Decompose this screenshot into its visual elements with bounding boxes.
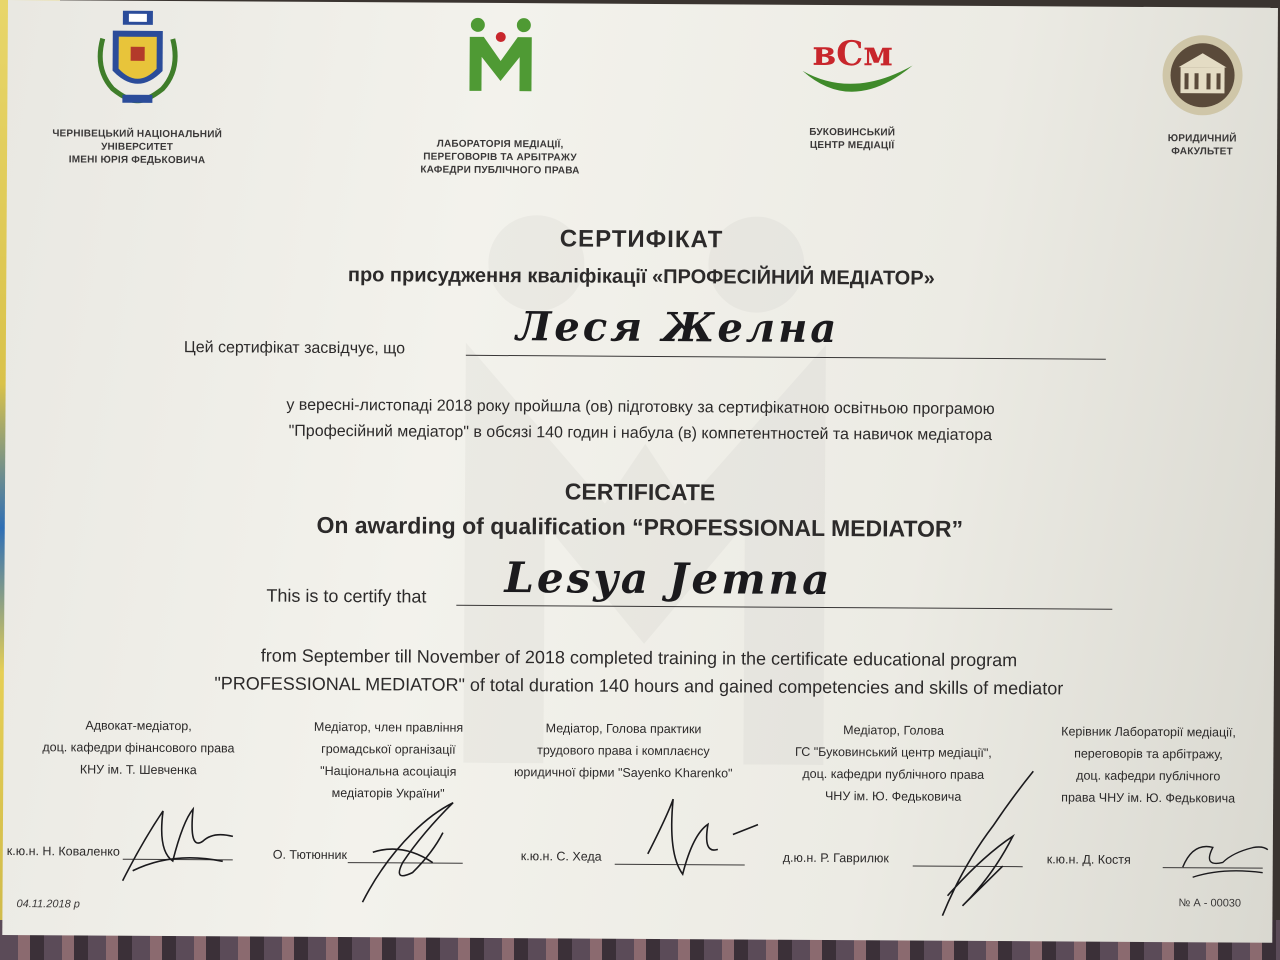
recipient-name-ua: Леся Желна [515,303,840,353]
certificate-sheet [2,0,1278,943]
law-faculty-seal-icon [1160,33,1245,118]
signatory-2-line-3: "Національна асоціація [320,763,457,779]
signatory-5-line-2: переговорів та арбітражу, [1074,746,1223,762]
body-line1-ua: у вересні-листопаді 2018 року пройшла (ов) підготовку за сертифікатною освітньою програмою [286,396,995,419]
body-line2-en: "PROFESSIONAL MEDIATOR" of total duration 140 hours and gained competencies and skills of mediator [214,673,1064,699]
recipient-name-en: Lesya Jemna [504,553,833,605]
signature-2-icon [342,792,473,913]
signatory-name-2: О. Тютюнник [272,847,348,863]
bcm-logo-text: вСм [812,33,893,75]
logo-university [27,8,248,167]
logo-caption-mediation-lab: ЛАБОРАТОРІЯ МЕДІАЦІЇ, ПЕРЕГОВОРІВ ТА АРБІТРАЖУ КАФЕДРИ ПУБЛІЧНОГО ПРАВА [420,138,580,177]
signatory-title-3 [493,717,753,785]
logo-caption-law-faculty: ЮРИДИЧНИЙ ФАКУЛЬТЕТ [1167,133,1237,158]
signatory-3-line-1: Медіатор, Голова практики [545,721,702,737]
recipient-line-ua [466,355,1106,360]
signatory-1-line-2: доц. кафедри фінансового права [42,740,235,756]
signatory-3-line-3: юридичної фірми "Sayenko Kharenko" [514,765,733,781]
certificate-title-ua: СЕРТИФІКАТ [559,225,724,254]
body-line1-en: from September till November of 2018 completed training in the certificate educational program [260,645,1018,671]
signatory-4-line-3: доц. кафедри публічного права [802,766,985,782]
bcm-logo-icon [782,25,922,106]
certificate-title-en: CERTIFICATE [564,478,716,506]
logo-caption-university: ЧЕРНІВЕЦЬКИЙ НАЦІОНАЛЬНИЙ УНІВЕРСИТЕТ ІМЕНІ ЮРІЯ ФЕДЬКОВИЧА [52,128,223,167]
signatory-4-line-2: ГС "Буковинський центр медіації", [795,744,992,761]
signatory-name-4: д.ю.н. Р. Гаврилюк [782,850,889,866]
signature-1-icon [113,801,244,892]
signatory-name-5: к.ю.н. Д. Костя [1046,852,1131,867]
recipient-line-en [456,605,1112,610]
signatory-2-line-2: громадської організації [321,741,456,757]
logo-mediation-lab [385,14,616,177]
signatory-1-line-3: КНУ ім. Т. Шевченка [79,762,197,778]
signatory-title-5 [1033,720,1264,809]
logo-caption-bcm: БУКОВИНСЬКИЙ ЦЕНТР МЕДІАЦІЇ [809,126,896,152]
logo-law-faculty [1137,33,1268,159]
mediation-lab-logo-icon [465,15,535,93]
body-line2-ua: "Професійний медіатор" в обсязі 140 годин і набула (в) компетентностей та навичок медіатора [288,422,993,445]
signatory-name-3: к.ю.н. С. Хеда [520,849,602,864]
signatory-4-line-4: ЧНУ ім. Ю. Федьковича [824,789,962,804]
logo-bcm [767,25,938,153]
signatory-1-line-1: Адвокат-медіатор, [85,718,192,734]
signature-5-icon [1173,827,1273,888]
certificate-subtitle-en: On awarding of qualification “PROFESSIONAL MEDIATOR” [316,511,964,542]
signatory-2-line-4: медіаторів України" [331,785,445,801]
certify-label-ua: Цей сертифікат засвідчує, що [183,339,406,358]
signatory-5-line-3: доц. кафедри публічного [1076,768,1221,784]
signatory-3-line-2: трудового права і комплаєнсу [537,743,710,759]
university-coat-of-arms-icon [92,9,183,110]
certificate-subtitle-ua: про присудження кваліфікації «ПРОФЕСІЙНИЙ МЕДІАТОР» [347,264,935,290]
signatory-4-line-1: Медіатор, Голова [843,723,945,738]
signatory-2-line-1: Медіатор, член правління [313,719,464,735]
signature-4-icon [922,766,1043,927]
signatory-title-1 [13,714,263,782]
certify-label-en: This is to certify that [266,585,427,607]
signatory-5-line-4: права ЧНУ ім. Ю. Федьковича [1061,790,1236,806]
certificate-number: № А - 00030 [1178,897,1242,910]
issue-date: 04.11.2018 р [16,898,80,911]
signatory-name-1: к.ю.н. Н. Коваленко [6,844,120,859]
signature-3-icon [638,794,769,885]
signatory-5-line-1: Керівник Лабораторії медіації, [1061,724,1236,740]
